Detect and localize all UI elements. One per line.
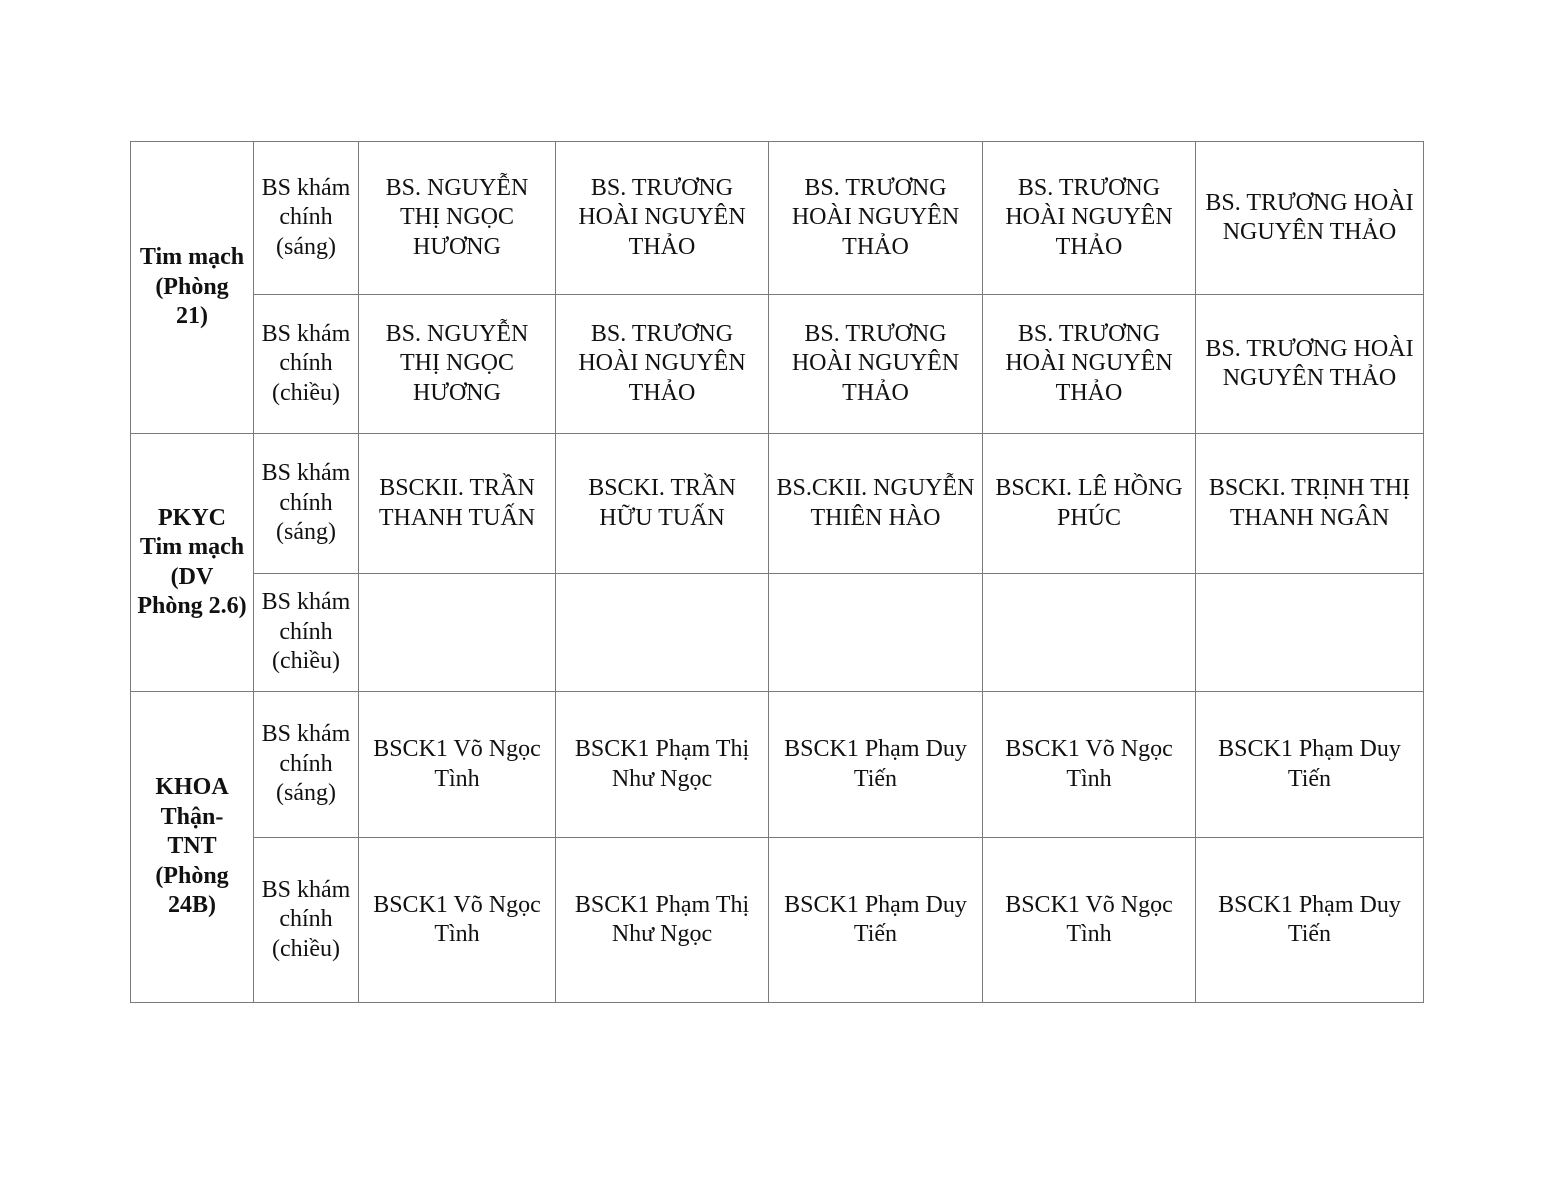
doctor-cell: BSCKII. TRẦN THANH TUẤN bbox=[359, 434, 556, 574]
department-cell: Tim mạch (Phòng 21) bbox=[131, 142, 254, 434]
doctor-cell: BSCKI. TRỊNH THỊ THANH NGÂN bbox=[1196, 434, 1424, 574]
doctor-cell: BS. TRƯƠNG HOÀI NGUYÊN THẢO bbox=[983, 142, 1196, 295]
doctor-cell: BS. TRƯƠNG HOÀI NGUYÊN THẢO bbox=[556, 142, 769, 295]
doctor-cell: BS. NGUYỄN THỊ NGỌC HƯƠNG bbox=[359, 142, 556, 295]
doctor-cell bbox=[556, 574, 769, 692]
shift-cell: BS khám chính (sáng) bbox=[254, 142, 359, 295]
department-cell: PKYC Tim mạch (DV Phòng 2.6) bbox=[131, 434, 254, 692]
doctor-cell: BS. TRƯƠNG HOÀI NGUYÊN THẢO bbox=[983, 295, 1196, 434]
doctor-cell: BSCK1 Võ Ngọc Tình bbox=[359, 692, 556, 838]
table-row bbox=[131, 574, 1424, 692]
shift-cell: BS khám chính (chiều) bbox=[254, 838, 359, 1003]
table-row bbox=[131, 838, 1424, 1003]
doctor-cell: BS. TRƯƠNG HOÀI NGUYÊN THẢO bbox=[1196, 295, 1424, 434]
shift-cell: BS khám chính (chiều) bbox=[254, 295, 359, 434]
doctor-cell bbox=[769, 574, 983, 692]
shift-cell: BS khám chính (chiều) bbox=[254, 574, 359, 692]
table-row bbox=[131, 434, 1424, 574]
department-cell: KHOA Thận-TNT (Phòng 24B) bbox=[131, 692, 254, 1003]
doctor-cell bbox=[983, 574, 1196, 692]
doctor-cell: BSCK1 Phạm Duy Tiến bbox=[1196, 838, 1424, 1003]
doctor-cell: BS. TRƯƠNG HOÀI NGUYÊN THẢO bbox=[1196, 142, 1424, 295]
shift-cell: BS khám chính (sáng) bbox=[254, 434, 359, 574]
doctor-cell: BSCKI. LÊ HỒNG PHÚC bbox=[983, 434, 1196, 574]
doctor-cell bbox=[1196, 574, 1424, 692]
schedule-table bbox=[130, 141, 1424, 1003]
doctor-cell: BSCK1 Võ Ngọc Tình bbox=[359, 838, 556, 1003]
doctor-cell: BSCK1 Phạm Duy Tiến bbox=[769, 838, 983, 1003]
doctor-cell: BS. TRƯƠNG HOÀI NGUYÊN THẢO bbox=[556, 295, 769, 434]
doctor-cell: BSCK1 Phạm Thị Như Ngọc bbox=[556, 838, 769, 1003]
shift-cell: BS khám chính (sáng) bbox=[254, 692, 359, 838]
table-row bbox=[131, 295, 1424, 434]
doctor-cell: BS.CKII. NGUYỄN THIÊN HÀO bbox=[769, 434, 983, 574]
doctor-cell: BS. TRƯƠNG HOÀI NGUYÊN THẢO bbox=[769, 295, 983, 434]
doctor-cell: BS. TRƯƠNG HOÀI NGUYÊN THẢO bbox=[769, 142, 983, 295]
table-row bbox=[131, 692, 1424, 838]
doctor-cell: BSCK1 Phạm Thị Như Ngọc bbox=[556, 692, 769, 838]
doctor-cell: BSCKI. TRẦN HỮU TUẤN bbox=[556, 434, 769, 574]
doctor-cell bbox=[359, 574, 556, 692]
doctor-cell: BSCK1 Võ Ngọc Tình bbox=[983, 838, 1196, 1003]
doctor-cell: BSCK1 Võ Ngọc Tình bbox=[983, 692, 1196, 838]
doctor-cell: BS. NGUYỄN THỊ NGỌC HƯƠNG bbox=[359, 295, 556, 434]
table-row bbox=[131, 142, 1424, 295]
doctor-cell: BSCK1 Phạm Duy Tiến bbox=[769, 692, 983, 838]
doctor-cell: BSCK1 Phạm Duy Tiến bbox=[1196, 692, 1424, 838]
